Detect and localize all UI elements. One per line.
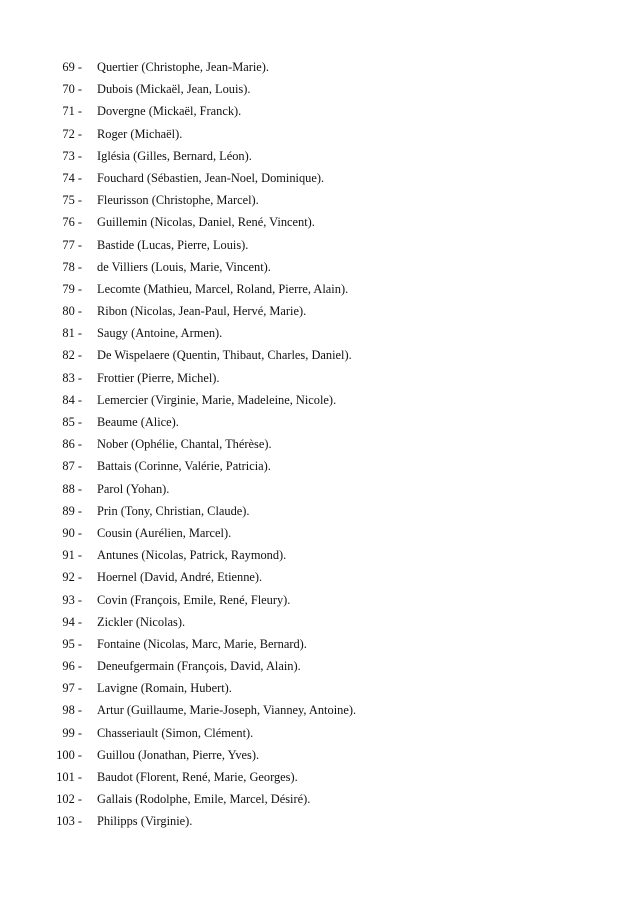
entry-name: Artur (Guillaume, Marie-Joseph, Vianney, Antoine). [97,703,357,718]
entry-number: 80 - [62,304,82,319]
list-item [0,256,636,278]
entry-name: Lecomte (Mathieu, Marcel, Roland, Pierre, Alain). [97,281,349,296]
entry-name: Antunes (Nicolas, Patrick, Raymond). [97,548,287,563]
list-item [0,810,636,832]
entry-name: Beaume (Alice). [97,415,179,429]
entry-name: Parol (Yohan). [97,481,170,496]
list-item [0,100,636,122]
list-item [0,145,636,167]
entry-name: Saugy (Antoine, Armen). [97,326,223,341]
entry-number: 87 - [62,459,82,474]
entry-number: 101 - [56,770,82,784]
entry-number: 73 - [62,148,82,163]
entry-name: Baudot (Florent, René, Marie, Georges). [97,770,298,784]
entry-number: 96 - [62,659,82,674]
list-item [0,123,636,145]
list-item [0,411,636,433]
entry-name: Lemercier (Virginie, Marie, Madeleine, Nicole). [97,392,337,407]
numbered-name-list [0,56,636,833]
entry-number: 92 - [62,570,82,585]
entry-name: Fleurisson (Christophe, Marcel). [97,193,259,208]
list-item [0,78,636,100]
list-item [0,300,636,322]
entry-name: Dubois (Mickaël, Jean, Louis). [97,82,251,97]
entry-number: 100 - [56,747,82,762]
list-item [0,500,636,522]
entry-name: Cousin (Aurélien, Marcel). [97,525,232,540]
entry-number: 74 - [62,170,82,185]
entry-name: Ribon (Nicolas, Jean-Paul, Hervé, Marie). [97,304,307,319]
entry-number: 81 - [62,326,82,341]
entry-name: Nober (Ophélie, Chantal, Thérèse). [97,437,272,452]
entry-name: Deneufgermain (François, David, Alain). [97,659,301,674]
entry-name: Quertier (Christophe, Jean-Marie). [97,60,270,74]
list-item [0,478,636,500]
entry-number: 70 - [62,82,82,97]
list-item [0,389,636,411]
entry-name: Frottier (Pierre, Michel). [97,370,220,385]
list-item [0,322,636,344]
entry-number: 88 - [62,481,82,496]
entry-number: 79 - [62,281,82,296]
list-item [0,455,636,477]
entry-number: 72 - [62,126,82,141]
entry-name: Covin (François, Emile, René, Fleury). [97,592,291,607]
list-item [0,544,636,566]
entry-number: 93 - [62,592,82,607]
entry-number: 91 - [62,548,82,563]
list-item [0,611,636,633]
list-item [0,211,636,233]
entry-name: Lavigne (Romain, Hubert). [97,681,232,696]
entry-number: 69 - [62,60,82,74]
entry-number: 76 - [62,215,82,230]
list-item [0,766,636,788]
entry-number: 78 - [62,259,82,274]
entry-name: Zickler (Nicolas). [97,614,186,629]
entry-number: 84 - [62,392,82,407]
list-item [0,189,636,211]
entry-number: 97 - [62,681,82,696]
entry-name: Philipps (Virginie). [97,814,193,829]
list-item [0,56,636,78]
list-item [0,234,636,256]
entry-number: 89 - [62,503,82,518]
list-item [0,655,636,677]
entry-name: de Villiers (Louis, Marie, Vincent). [97,259,271,274]
entry-number: 102 - [56,792,82,807]
entry-name: Prin (Tony, Christian, Claude). [97,503,250,518]
entry-number: 77 - [62,237,82,252]
entry-number: 103 - [56,814,82,829]
entry-name: Guillemin (Nicolas, Daniel, René, Vincent). [97,215,315,230]
entry-number: 86 - [62,437,82,452]
entry-name: Gallais (Rodolphe, Emile, Marcel, Désiré). [97,792,311,807]
entry-number: 75 - [62,193,82,208]
entry-number: 82 - [62,348,82,363]
entry-name: Roger (Michaël). [97,126,183,141]
entry-number: 71 - [62,104,82,119]
entry-name: De Wispelaere (Quentin, Thibaut, Charles, Daniel). [97,348,352,363]
list-item [0,677,636,699]
entry-name: Bastide (Lucas, Pierre, Louis). [97,237,249,252]
entry-name: Iglésia (Gilles, Bernard, Léon). [97,148,252,163]
entry-number: 95 - [62,636,82,651]
entry-name: Chasseriault (Simon, Clément). [97,725,254,740]
entry-name: Hoernel (David, André, Etienne). [97,570,263,585]
list-item [0,699,636,721]
entry-number: 98 - [62,703,82,718]
entry-number: 83 - [62,370,82,385]
entry-name: Fouchard (Sébastien, Jean-Noel, Dominique). [97,170,325,185]
list-item [0,589,636,611]
list-item [0,344,636,366]
list-item [0,566,636,588]
entry-number: 99 - [62,725,82,740]
entry-name: Battais (Corinne, Valérie, Patricia). [97,459,271,474]
entry-name: Guillou (Jonathan, Pierre, Yves). [97,747,260,762]
list-item [0,167,636,189]
entry-name: Dovergne (Mickaël, Franck). [97,104,242,119]
entry-number: 85 - [62,415,82,429]
list-item [0,367,636,389]
list-item [0,633,636,655]
list-item [0,788,636,810]
list-item [0,433,636,455]
list-item [0,722,636,744]
list-item [0,744,636,766]
entry-number: 94 - [62,614,82,629]
list-item [0,522,636,544]
entry-name: Fontaine (Nicolas, Marc, Marie, Bernard). [97,636,307,651]
entry-number: 90 - [62,525,82,540]
list-item [0,278,636,300]
